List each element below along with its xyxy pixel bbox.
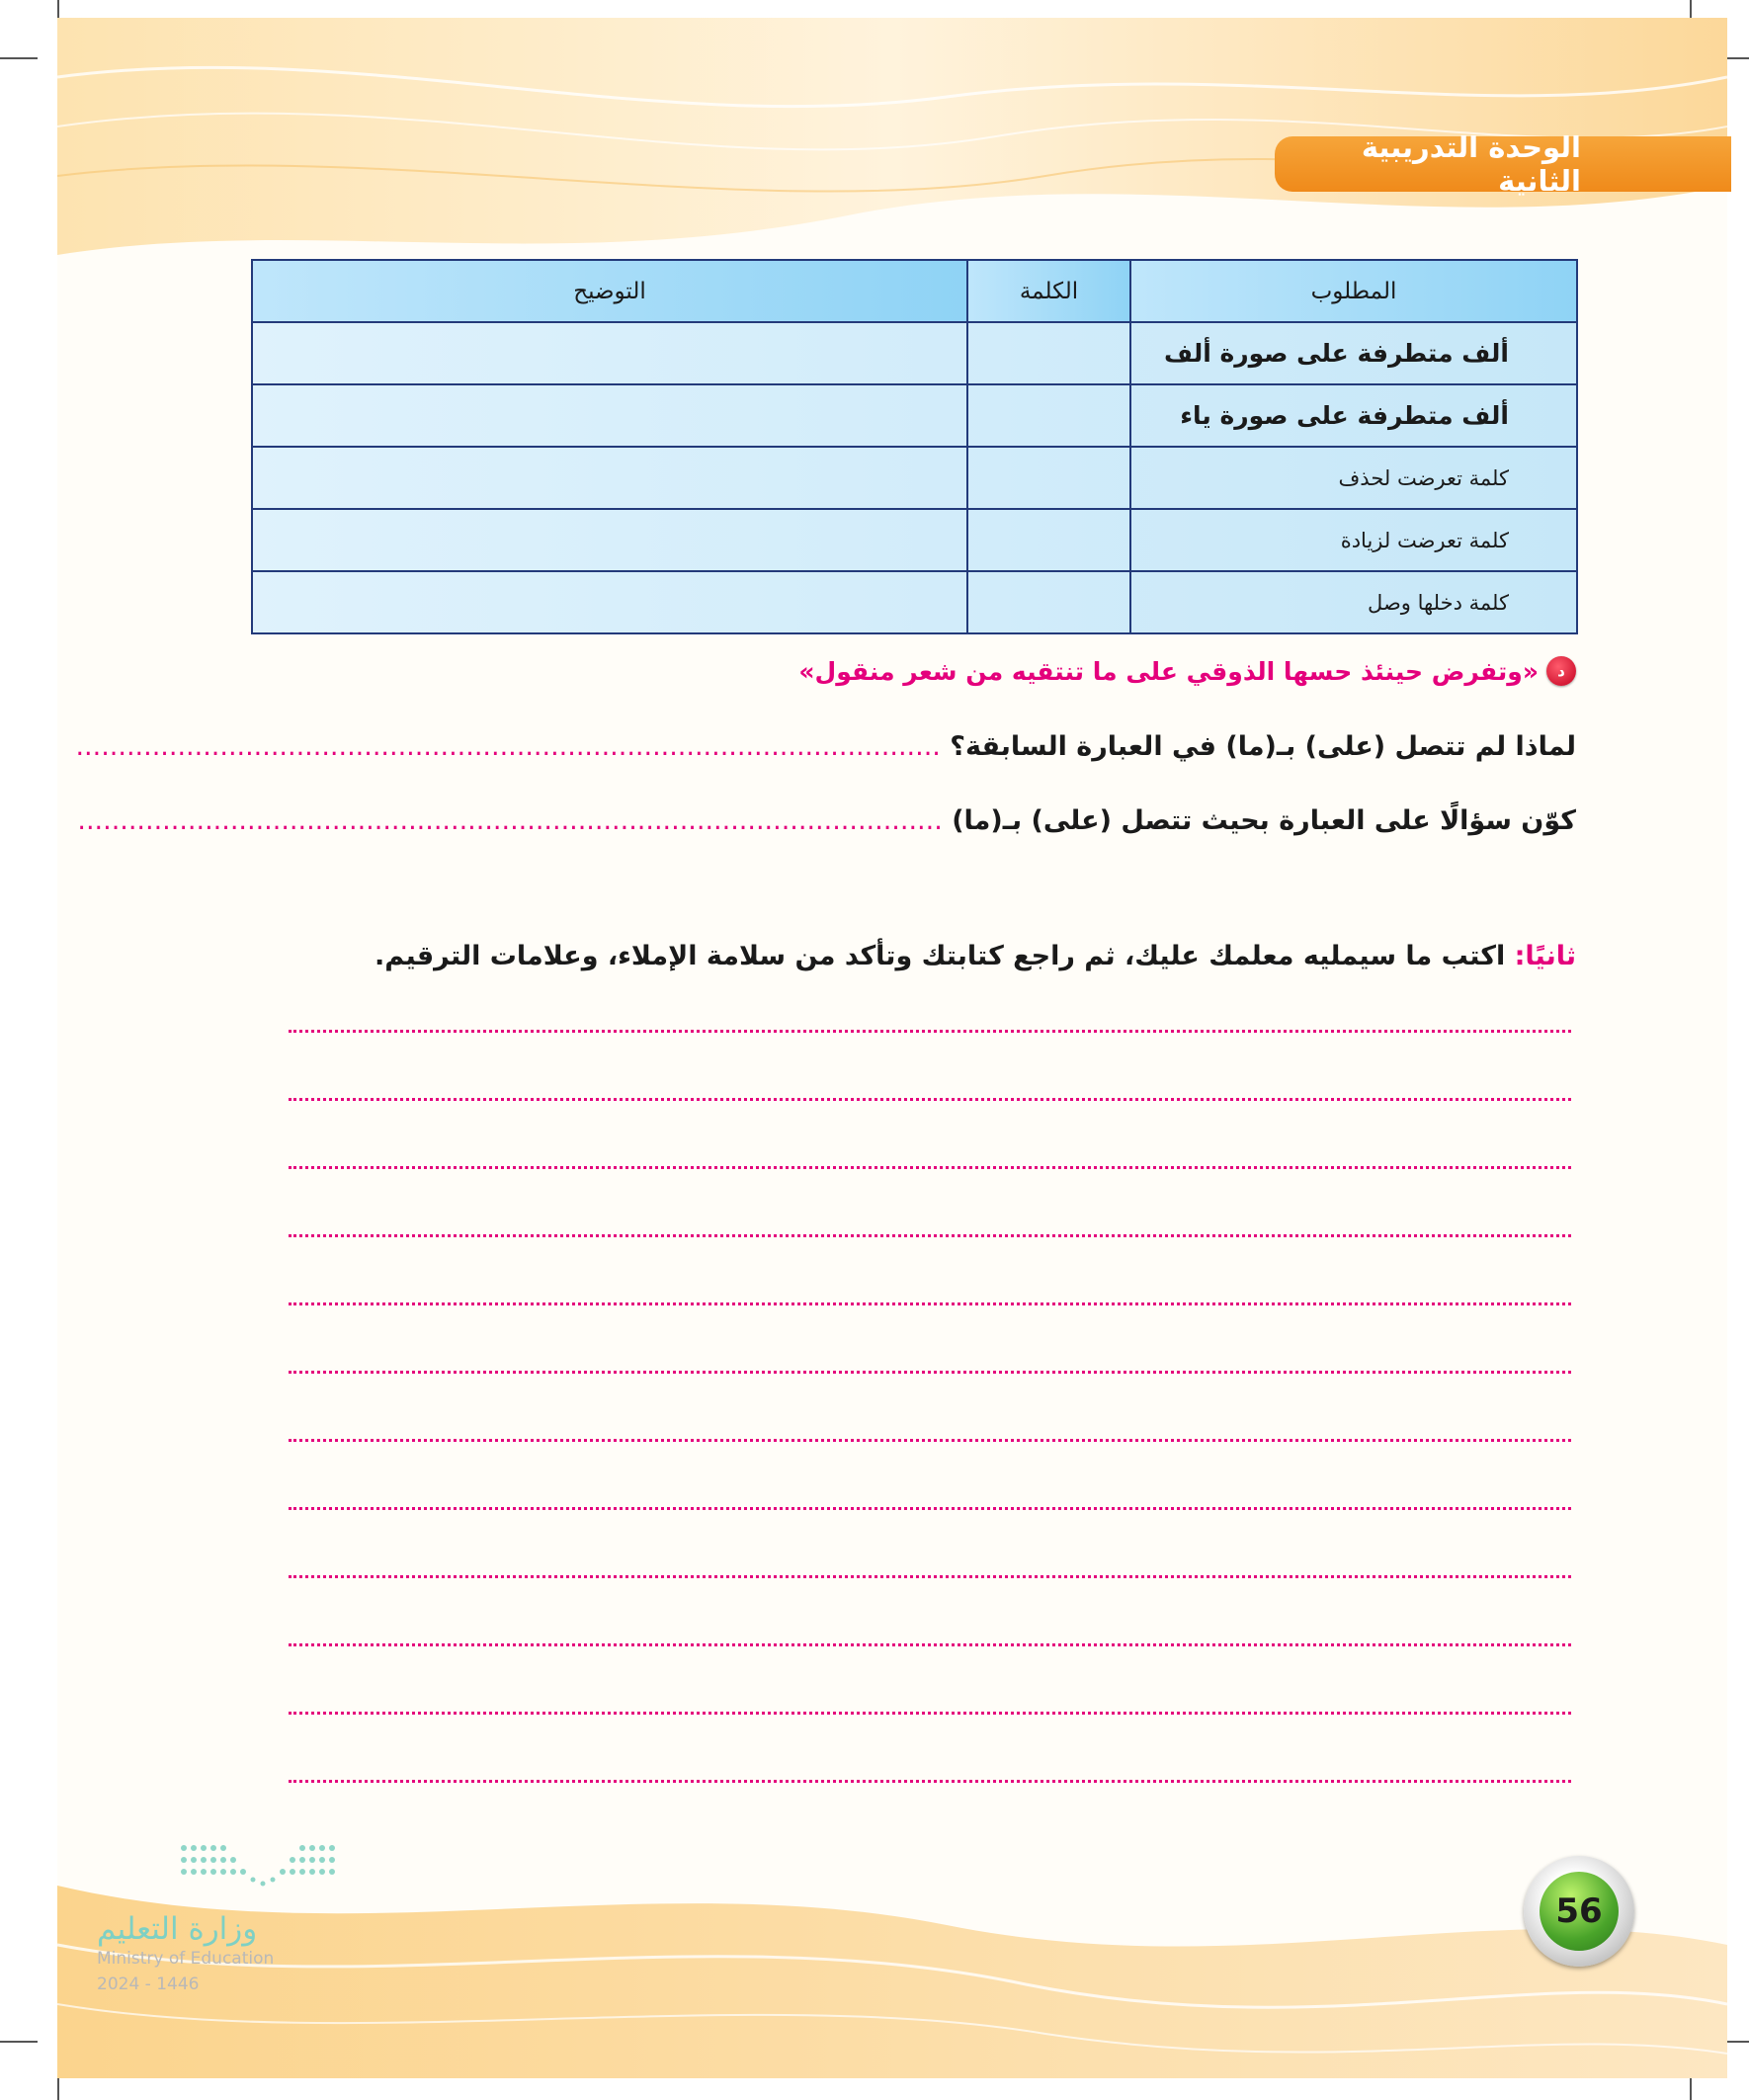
- ministry-name-en: Ministry of Education: [97, 1949, 275, 1969]
- table-row: [252, 571, 1577, 633]
- header-explanation: التوضيح: [252, 260, 967, 322]
- ministry-logo-icon: [97, 1840, 354, 1909]
- page-number: 56: [1540, 1872, 1619, 1951]
- header-word: الكلمة: [967, 260, 1130, 322]
- section-2-instruction: [375, 941, 1576, 971]
- dictation-line[interactable]: [289, 1575, 1571, 1578]
- required-cell: كلمة تعرضت لحذف: [1130, 447, 1577, 509]
- required-cell: كلمة دخلها وصل: [1130, 571, 1577, 633]
- answer-blank-2[interactable]: ......................................................................................................: [77, 805, 943, 836]
- header-required: المطلوب: [1130, 260, 1577, 322]
- explanation-cell[interactable]: [252, 384, 967, 447]
- item-badge: د: [1546, 656, 1576, 686]
- dictation-line[interactable]: [289, 1712, 1571, 1715]
- question-2: [77, 805, 1576, 836]
- dictation-line[interactable]: [289, 1302, 1571, 1305]
- dictation-line[interactable]: [289, 1643, 1571, 1646]
- dictation-line[interactable]: [289, 1371, 1571, 1374]
- table-row: [252, 384, 1577, 447]
- question-1: [75, 731, 1576, 762]
- unit-title: الوحدة التدريبية الثانية: [1361, 130, 1581, 198]
- table-row: [252, 509, 1577, 571]
- unit-title-tab: [1275, 130, 1731, 198]
- table-row: [252, 322, 1577, 384]
- section-2-text: اكتب ما سيمليه معلمك عليك، ثم راجع كتابتك وتأكد من سلامة الإملاء، وعلامات الترقيم.: [375, 941, 1506, 971]
- answer-blank-1[interactable]: ......................................................................................................: [75, 731, 941, 762]
- explanation-cell[interactable]: [252, 447, 967, 509]
- word-cell[interactable]: [967, 384, 1130, 447]
- explanation-cell[interactable]: [252, 509, 967, 571]
- question-2-text: كوّن سؤالًا على العبارة بحيث تتصل (على) بـ(ما): [952, 805, 1576, 836]
- section-2-label: ثانيًا:: [1514, 941, 1576, 971]
- explanation-cell[interactable]: [252, 322, 967, 384]
- requirements-table: [251, 259, 1578, 634]
- table-row: [252, 447, 1577, 509]
- word-cell[interactable]: [967, 571, 1130, 633]
- dictation-line[interactable]: [289, 1780, 1571, 1783]
- ministry-logo: [97, 1840, 294, 2008]
- required-cell: ألف متطرفة على صورة ألف: [1130, 322, 1577, 384]
- dictation-line[interactable]: [289, 1507, 1571, 1510]
- explanation-cell[interactable]: [252, 571, 967, 633]
- required-cell: ألف متطرفة على صورة ياء: [1130, 384, 1577, 447]
- quote-line: [798, 656, 1576, 686]
- ministry-year: 2024 - 1446: [97, 1974, 200, 1994]
- dictation-line[interactable]: [289, 1098, 1571, 1101]
- required-cell: كلمة تعرضت لزيادة: [1130, 509, 1577, 571]
- dictation-line[interactable]: [289, 1439, 1571, 1442]
- quote-text: «وتفرض حينئذ حسها الذوقي على ما تنتقيه من شعر منقول»: [798, 656, 1539, 686]
- page-number-badge: [1524, 1856, 1634, 1967]
- table-header-row: [252, 260, 1577, 322]
- word-cell[interactable]: [967, 447, 1130, 509]
- dictation-line[interactable]: [289, 1234, 1571, 1237]
- question-1-text: لماذا لم تتصل (على) بـ(ما) في العبارة السابقة؟: [950, 731, 1576, 762]
- dictation-line[interactable]: [289, 1030, 1571, 1033]
- dictation-line[interactable]: [289, 1166, 1571, 1169]
- word-cell[interactable]: [967, 509, 1130, 571]
- word-cell[interactable]: [967, 322, 1130, 384]
- ministry-name-ar: وزارة التعليم: [97, 1911, 258, 1947]
